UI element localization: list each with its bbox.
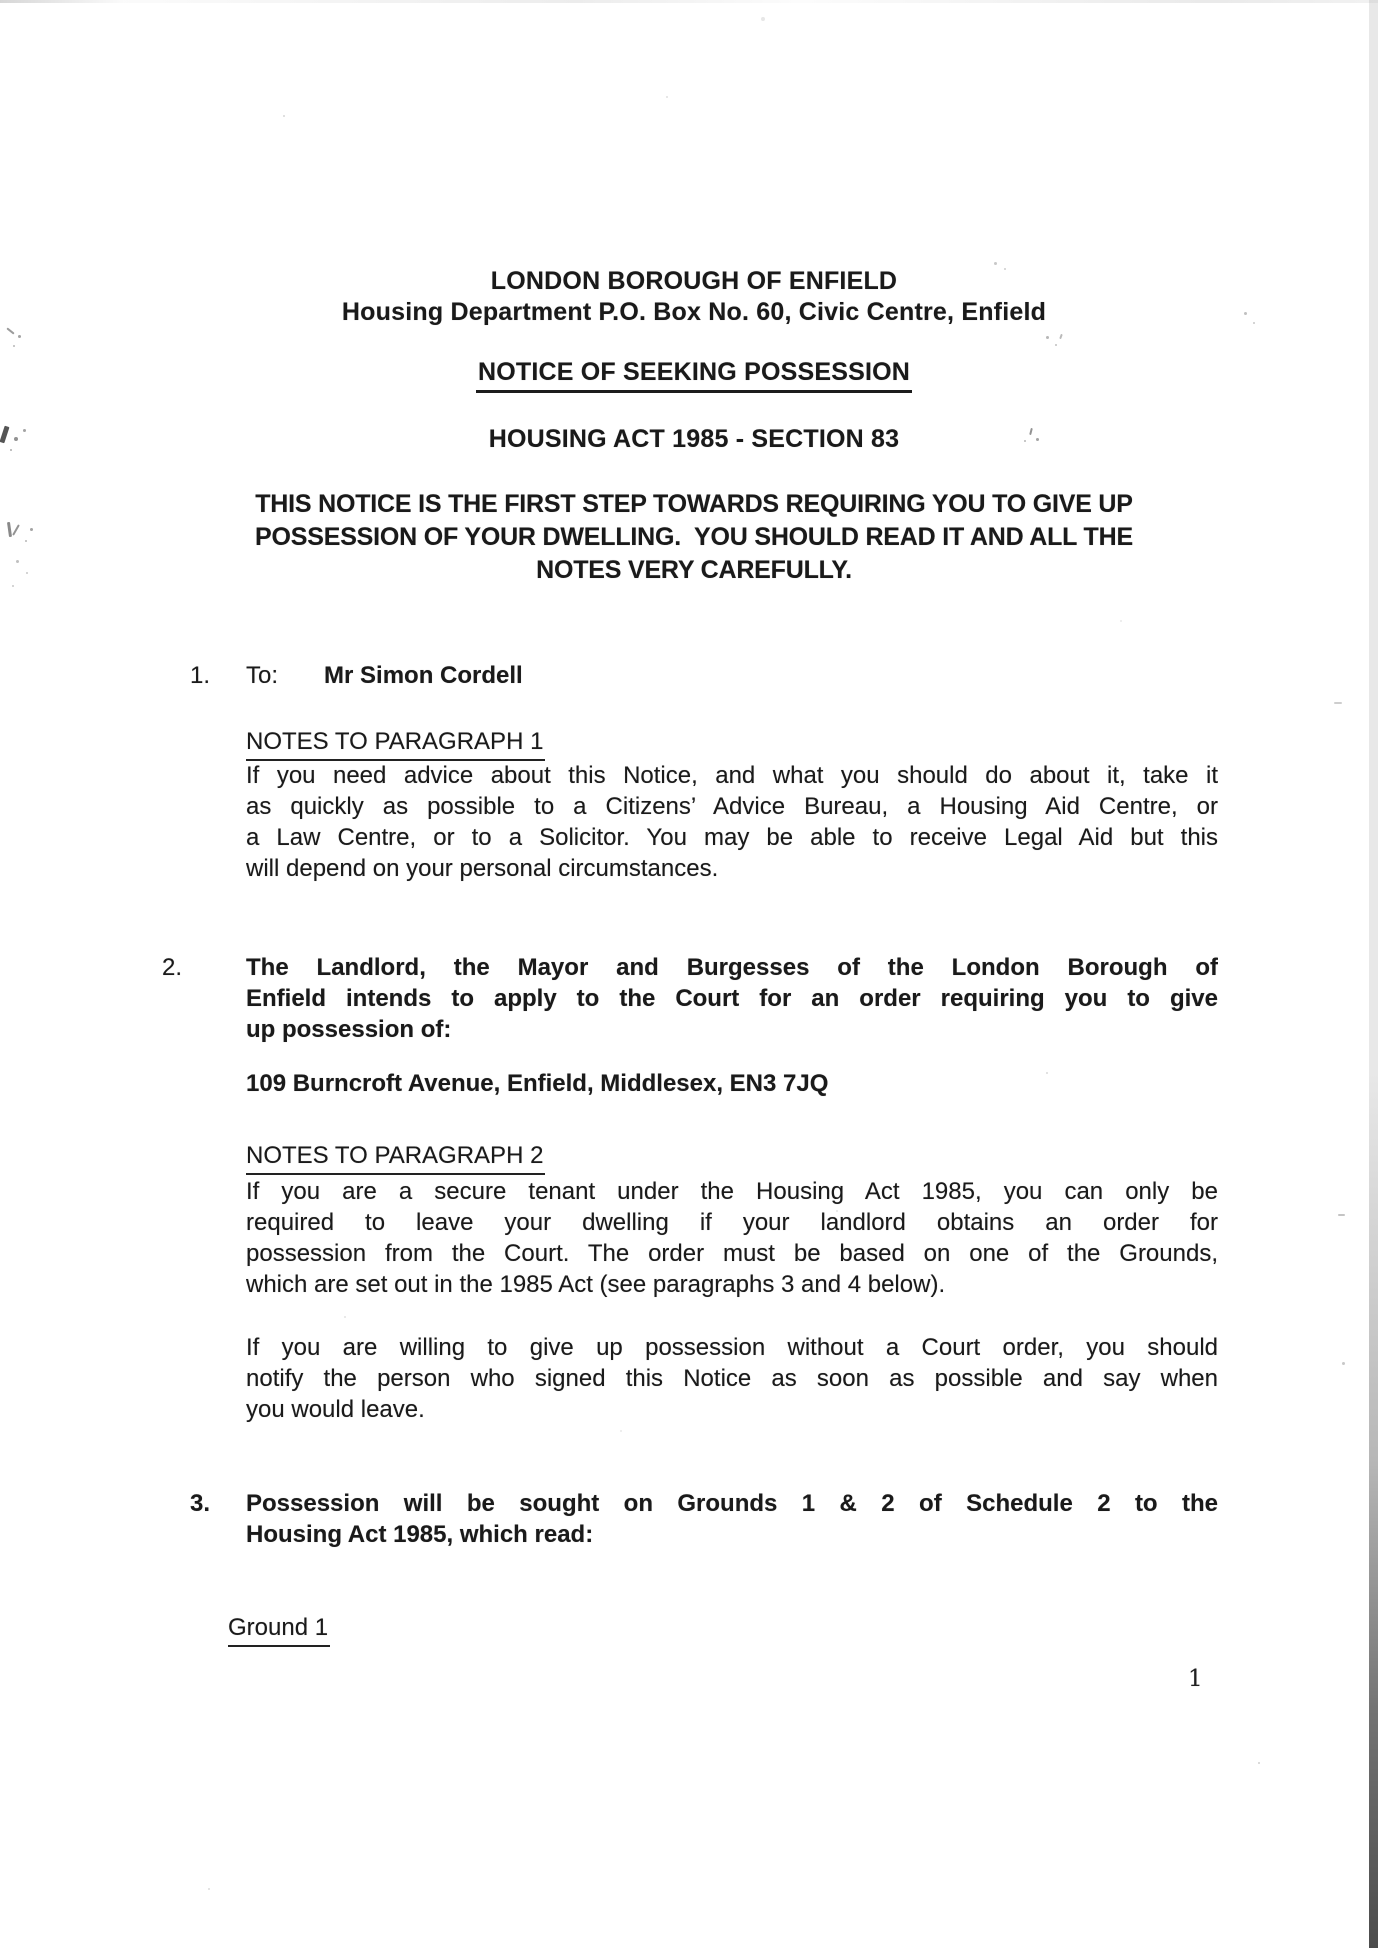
item3-line-2: Housing Act 1985, which read: — [246, 1521, 594, 1548]
notes2b-line-2: notify the person who signed this Notice as soon as possible and say when — [246, 1365, 1218, 1392]
notes1-line-4: will depend on your personal circumstances. — [246, 855, 719, 882]
item3-number: 3. — [190, 1490, 211, 1517]
to-label: To: — [246, 662, 279, 689]
recipient-name: Mr Simon Cordell — [324, 662, 523, 689]
notes2a-line-4: which are set out in the 1985 Act (see paragraphs 3 and 4 below). — [246, 1271, 946, 1298]
item2-line-1: The Landlord, the Mayor and Burgesses of the London Borough of — [246, 954, 1218, 981]
notes2-paragraph-a — [246, 1176, 1218, 1300]
notes2b-line-3: you would leave. — [246, 1396, 425, 1423]
scan-top-edge-artifact — [0, 0, 1378, 3]
ground1-heading-text: Ground 1 — [228, 1612, 330, 1647]
notes1-line-1: If you need advice about this Notice, and what you should do about it, take it — [246, 762, 1218, 789]
item2-line-2: Enfield intends to apply to the Court for an order requiring you to give — [246, 985, 1218, 1012]
notes2a-line-1: If you are a secure tenant under the Housing Act 1985, you can only be — [246, 1178, 1218, 1205]
notes2b-line-1: If you are willing to give up possession without a Court order, you should — [246, 1334, 1218, 1361]
notes2a-line-2: required to leave your dwelling if your landlord obtains an order for — [246, 1209, 1218, 1236]
department-address-line: Housing Department P.O. Box No. 60, Civic Centre, Enfield — [341, 298, 1047, 326]
property-address: 109 Burncroft Avenue, Enfield, Middlesex, EN3 7JQ — [246, 1070, 829, 1097]
notes2a-line-3: possession from the Court. The order must be based on one of the Grounds, — [246, 1240, 1218, 1267]
page-number: 1 — [1188, 1666, 1203, 1692]
scan-speckles — [0, 0, 2, 2]
item2-number: 2. — [162, 954, 183, 981]
item3-paragraph — [246, 1488, 1218, 1550]
notes2-heading — [246, 1140, 1218, 1175]
notes2-heading-text: NOTES TO PARAGRAPH 2 — [246, 1140, 545, 1175]
item3-line-1: Possession will be sought on Grounds 1 & 2 of Schedule 2 to the — [246, 1490, 1218, 1517]
notes2-paragraph-b — [246, 1332, 1218, 1425]
notice-title — [10, 357, 1378, 393]
ground1-heading — [228, 1612, 330, 1647]
notice-title-text: NOTICE OF SEEKING POSSESSION — [476, 357, 912, 393]
item2-paragraph — [246, 952, 1218, 1045]
act-section-line: HOUSING ACT 1985 - SECTION 83 — [488, 425, 900, 453]
warning-line-1: THIS NOTICE IS THE FIRST STEP TOWARDS REQUIRING YOU TO GIVE UP — [255, 490, 1133, 518]
warning-line-2: POSSESSION OF YOUR DWELLING. YOU SHOULD READ IT AND ALL THE — [255, 523, 1133, 551]
item1-to-row — [246, 660, 1218, 691]
notes1-line-3: a Law Centre, or to a Solicitor. You may be able to receive Legal Aid but this — [246, 824, 1218, 851]
notes1-heading — [246, 726, 1218, 761]
org-title: LONDON BOROUGH OF ENFIELD — [490, 267, 898, 295]
item2-line-3: up possession of: — [246, 1016, 452, 1043]
notes1-paragraph — [246, 760, 1218, 884]
item1-number: 1. — [190, 662, 211, 689]
notes1-heading-text: NOTES TO PARAGRAPH 1 — [246, 726, 545, 761]
notes1-line-2: as quickly as possible to a Citizens’ Advice Bureau, a Housing Aid Centre, or — [246, 793, 1218, 820]
warning-line-3: NOTES VERY CAREFULLY. — [536, 556, 852, 584]
